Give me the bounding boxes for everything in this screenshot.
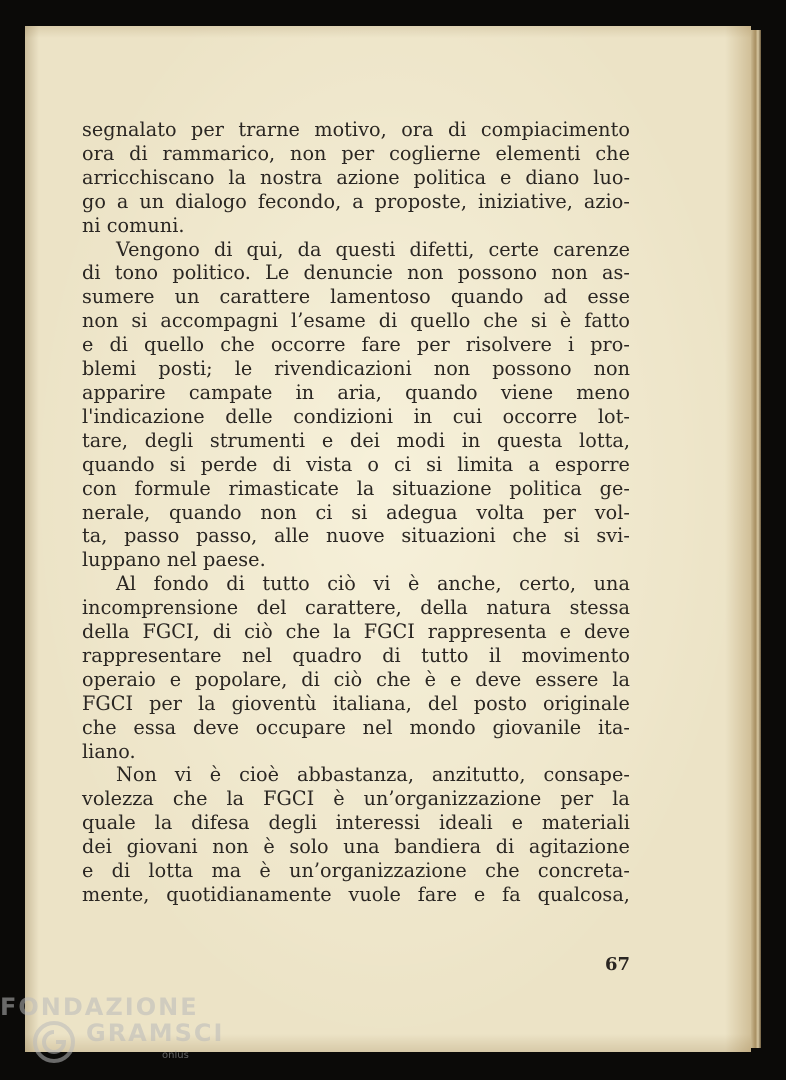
watermark-logo-icon xyxy=(30,1018,78,1066)
text-line: arricchiscano la nostra azione politica e diano luo- xyxy=(82,165,630,189)
text-line: e di quello che occorre fare per risolvere i pro- xyxy=(82,333,630,357)
text-line: tare, degli strumenti e dei modi in questa lotta, xyxy=(82,428,630,452)
text-line: e di lotta ma è un’organizzazione che concreta- xyxy=(82,859,630,883)
text-line: ora di rammarico, non per coglierne elementi che xyxy=(82,141,630,165)
text-line: volezza che la FGCI è un’organizzazione per la xyxy=(82,787,630,811)
text-line: della FGCI, di ciò che la FGCI rappresenta e deve xyxy=(82,620,630,644)
text-line: quando si perde di vista o ci si limita a esporre xyxy=(82,452,630,476)
text-line: liano. xyxy=(82,739,136,763)
text-line: nerale, quando non ci si adegua volta per vol- xyxy=(82,500,630,524)
text-line: Non vi è cioè abbastanza, anzitutto, consape- xyxy=(116,763,630,787)
text-line: non si accompagni l’esame di quello che si è fatto xyxy=(82,309,630,333)
watermark-subtitle: onlus xyxy=(162,1050,189,1061)
text-line: ta, passo passo, alle nuove situazioni che si svi- xyxy=(82,524,630,548)
text-line: apparire campate in aria, quando viene meno xyxy=(82,380,630,404)
watermark-line-2: GRAMSCI xyxy=(86,1019,225,1047)
text-line: con formule rimasticate la situazione politica ge- xyxy=(82,476,630,500)
text-line: incomprensione del carattere, della natura stessa xyxy=(82,596,630,620)
text-line: l'indicazione delle condizioni in cui occorre lot- xyxy=(82,404,630,428)
text-line: luppano nel paese. xyxy=(82,548,266,572)
text-line: che essa deve occupare nel mondo giovanile ita- xyxy=(82,715,630,739)
page-number: 67 xyxy=(604,954,630,975)
text-line: Al fondo di tutto ciò vi è anche, certo, una xyxy=(116,572,630,596)
text-line: operaio e popolare, di ciò che è e deve essere la xyxy=(82,667,630,691)
text-line: ni comuni. xyxy=(82,213,185,237)
text-line: sumere un carattere lamentoso quando ad esse xyxy=(82,285,630,309)
text-line: mente, quotidianamente vuole fare e fa qualcosa, xyxy=(82,883,630,906)
text-line: blemi posti; le rivendicazioni non possono non xyxy=(82,357,630,381)
body-text xyxy=(82,118,630,907)
page-edge xyxy=(751,30,761,1048)
text-line: di tono politico. Le denuncie non possono non as- xyxy=(82,261,630,285)
text-line: dei giovani non è solo una bandiera di agitazione xyxy=(82,835,630,859)
text-line: segnalato per trarne motivo, ora di compiacimento xyxy=(82,118,630,141)
text-line: Vengono di qui, da questi difetti, certe carenze xyxy=(116,237,630,261)
text-line: rappresentare nel quadro di tutto il movimento xyxy=(82,643,630,667)
watermark-line-1: FONDAZIONE xyxy=(0,993,199,1021)
text-line: FGCI per la gioventù italiana, del posto originale xyxy=(82,691,630,715)
text-line: go a un dialogo fecondo, a proposte, iniziative, azio- xyxy=(82,189,630,213)
text-line: quale la difesa degli interessi ideali e materiali xyxy=(82,811,630,835)
